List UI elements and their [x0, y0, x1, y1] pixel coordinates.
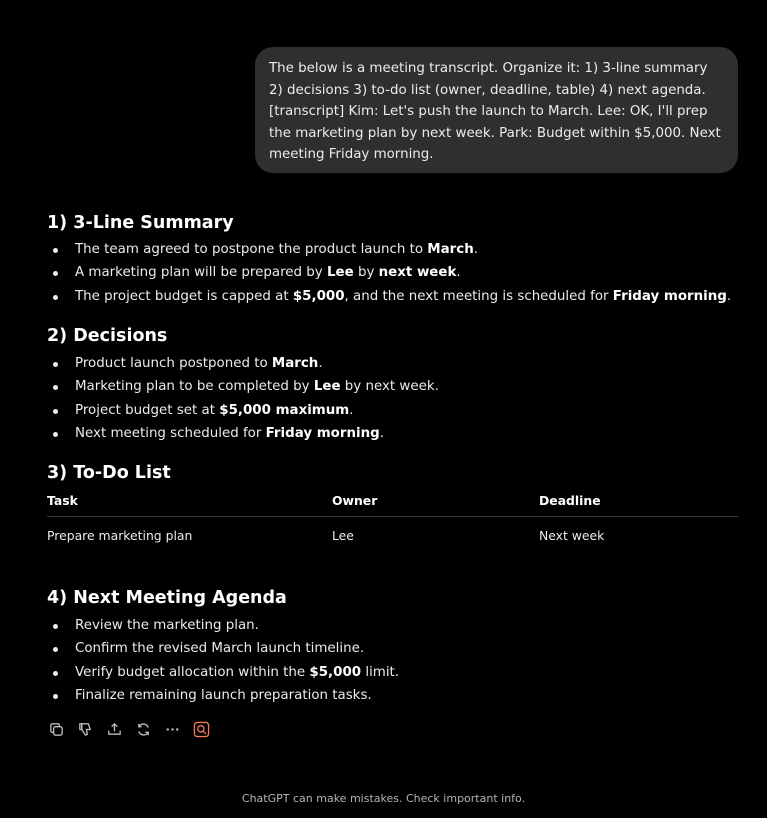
bold-text: $5,000: [309, 664, 362, 680]
summary-heading: 1) 3-Line Summary: [47, 213, 234, 233]
text: Finalize remaining launch preparation tasks.: [75, 688, 372, 704]
text: A marketing plan will be prepared by: [75, 265, 327, 281]
owner-cell: Lee: [332, 528, 354, 543]
text: Project budget set at: [75, 402, 220, 418]
list-item: [47, 352, 747, 375]
thumbs-down-icon[interactable]: [76, 720, 95, 739]
text: Marketing plan to be completed by: [75, 379, 314, 395]
text: Confirm the revised March launch timeline.: [75, 641, 365, 657]
task-cell: Prepare marketing plan: [47, 528, 193, 543]
summary-list: [47, 238, 747, 308]
text: , and the next meeting is scheduled for: [344, 288, 613, 304]
user-message-text: The below is a meeting transcript. Organize it: 1) 3-line summary 2) decisions 3) to-do list (owner, deadline, table) 4) next agenda. [transcript] Kim: Let's push the launch to March. Lee: OK, I'll prep the marketing plan by next week. Park: Budget within $5,000. Next meeting Friday morning.: [269, 61, 721, 162]
list-item: [47, 399, 747, 422]
share-icon[interactable]: [105, 720, 124, 739]
text: .: [726, 288, 732, 304]
text: Product launch postponed to: [75, 356, 272, 371]
text: limit.: [361, 664, 400, 680]
agenda-list: [47, 614, 747, 708]
text: .: [349, 402, 354, 418]
text: Verify budget allocation within the: [75, 664, 310, 680]
text: .: [456, 265, 461, 281]
text: The team agreed to postpone the product launch to: [75, 242, 428, 257]
decisions-heading: 2) Decisions: [47, 326, 168, 346]
bold-text: Friday morning: [612, 288, 727, 304]
list-item: [47, 285, 747, 308]
bold-text: Lee: [313, 379, 341, 395]
more-icon[interactable]: [163, 720, 182, 739]
text: Next meeting scheduled for: [75, 426, 266, 442]
list-item: [47, 661, 747, 684]
list-item: [47, 614, 747, 637]
list-item: [47, 422, 747, 445]
column-header-task: Task: [47, 493, 78, 508]
text: by next week.: [340, 379, 439, 395]
copy-icon[interactable]: [47, 720, 66, 739]
bold-text: Lee: [326, 265, 354, 281]
bold-text: $5,000: [292, 288, 345, 304]
regenerate-icon[interactable]: [134, 720, 153, 739]
disclaimer-footer: ChatGPT can make mistakes. Check important info.: [241, 792, 526, 805]
bold-text: next week: [378, 265, 457, 281]
text: .: [473, 242, 478, 257]
deadline-cell: Next week: [539, 528, 605, 543]
response-actions: [47, 720, 211, 739]
agenda-heading: 4) Next Meeting Agenda: [47, 588, 287, 608]
todo-table: [47, 493, 738, 552]
bold-text: March: [427, 242, 474, 257]
table-row: [47, 528, 738, 552]
text: .: [379, 426, 384, 442]
text: Review the marketing plan.: [75, 618, 259, 633]
list-item: [47, 637, 747, 660]
search-sources-icon[interactable]: [192, 720, 211, 739]
list-item: [47, 684, 747, 707]
text: .: [318, 356, 323, 371]
list-item: [47, 238, 747, 261]
bold-text: March: [271, 356, 319, 371]
list-item: [47, 375, 747, 398]
bold-text: $5,000 maximum: [219, 402, 350, 418]
decisions-list: [47, 352, 747, 446]
bold-text: Friday morning: [265, 426, 380, 442]
user-message-bubble: [255, 47, 738, 173]
text: The project budget is capped at: [75, 288, 293, 304]
list-item: [47, 261, 747, 284]
todo-table-header: [47, 493, 738, 517]
todo-heading: 3) To-Do List: [47, 463, 171, 483]
text: by: [353, 265, 379, 281]
column-header-owner: Owner: [332, 493, 378, 508]
column-header-deadline: Deadline: [539, 493, 601, 508]
